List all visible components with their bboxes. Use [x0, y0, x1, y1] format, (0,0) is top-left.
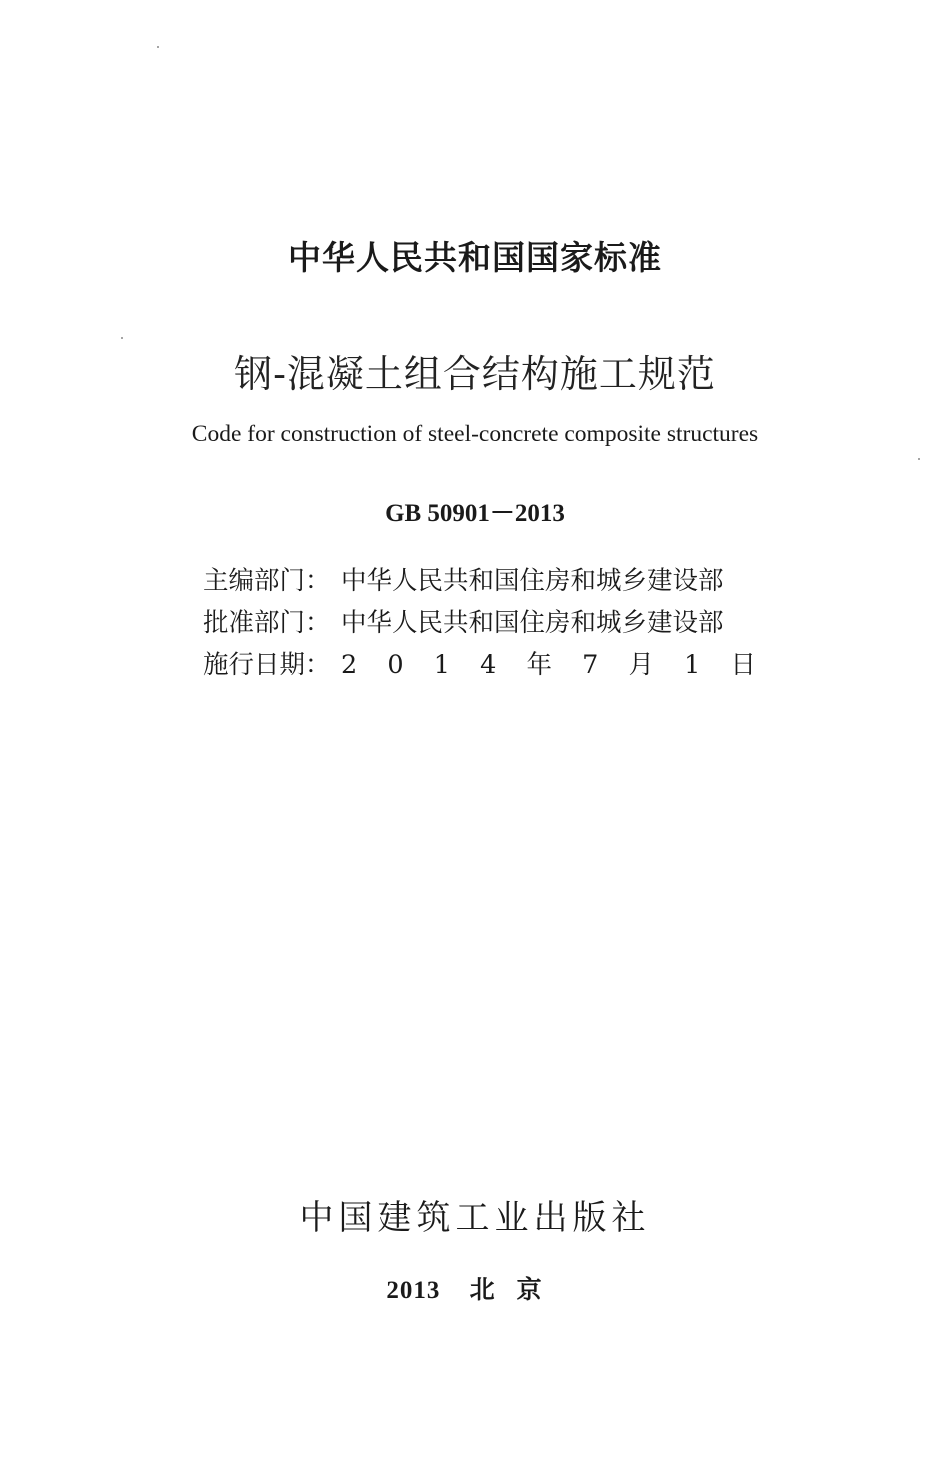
date-part: 0 — [387, 650, 404, 680]
effective-date-row — [203, 644, 756, 686]
scan-speck — [157, 46, 159, 48]
date-part: 月 — [628, 650, 654, 680]
date-part: 7 — [582, 650, 599, 680]
title-chinese: 钢-混凝土组合结构施工规范 — [234, 352, 716, 396]
date-part: 日 — [730, 650, 756, 680]
chief-department-value: 中华人民共和国住房和城乡建设部 — [341, 566, 724, 596]
approval-department-label: 批准部门： — [203, 608, 331, 638]
date-part: 1 — [684, 650, 701, 680]
scan-speck — [121, 337, 123, 339]
metadata-block — [203, 560, 756, 686]
date-part: 4 — [480, 650, 497, 680]
scan-speck — [918, 458, 920, 460]
publication-year: 2013 — [386, 1277, 441, 1304]
publication-year-city — [0, 1270, 950, 1306]
publication-city: 北京 — [469, 1277, 564, 1304]
approval-department-value: 中华人民共和国住房和城乡建设部 — [341, 608, 724, 638]
date-part: 2 — [341, 650, 358, 680]
date-part: 年 — [526, 650, 552, 680]
chief-department-row — [203, 560, 756, 602]
effective-date-label: 施行日期： — [203, 650, 331, 680]
date-part: 1 — [433, 650, 450, 680]
approval-department-row — [203, 602, 756, 644]
publisher-name: 中国建筑工业出版社 — [299, 1198, 651, 1238]
standard-number: GB 50901－2013 — [385, 500, 565, 527]
chief-department-label: 主编部门： — [203, 566, 331, 596]
title-english: Code for construction of steel-concrete composite structures — [191, 421, 759, 447]
effective-date-value — [341, 644, 756, 686]
standard-type-heading: 中华人民共和国国家标准 — [288, 238, 662, 277]
